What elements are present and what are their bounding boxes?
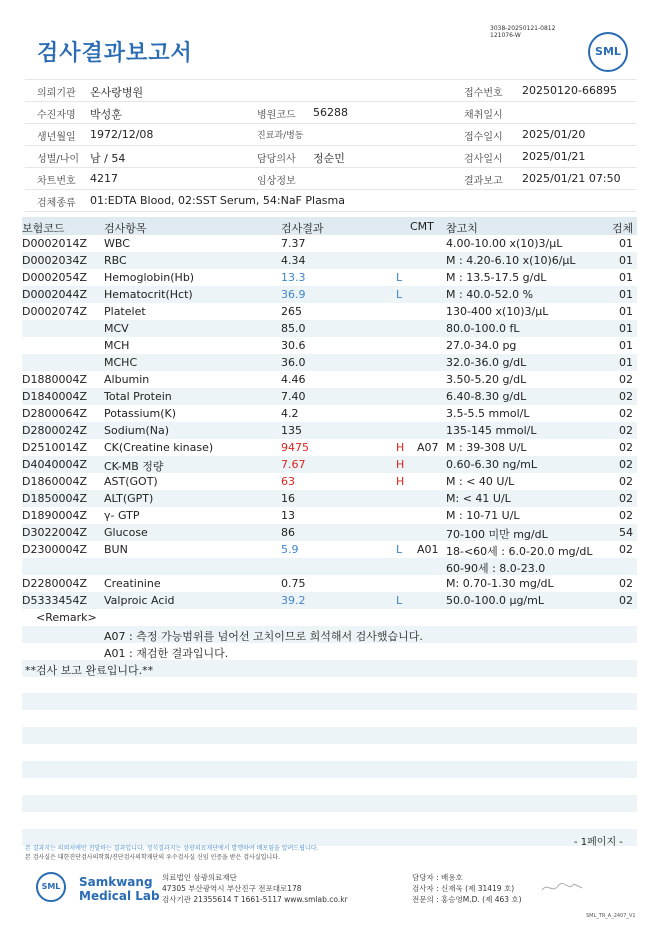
- cell-test-item: BUN: [104, 543, 128, 556]
- table-row: [22, 337, 637, 354]
- cell-result: 16: [281, 492, 295, 505]
- table-row: [22, 456, 637, 473]
- cell-specimen: 01: [619, 356, 633, 369]
- value-doctor: 정순민: [313, 152, 345, 165]
- cell-test-item: WBC: [104, 237, 130, 250]
- footer-brand: [79, 875, 160, 903]
- table-row: [22, 235, 637, 252]
- cell-test-item: Total Protein: [104, 390, 172, 403]
- label-collection-date: 채취일시: [464, 110, 503, 121]
- cell-result: 4.46: [281, 373, 306, 386]
- cell-specimen: 01: [619, 288, 633, 301]
- results-table: [22, 217, 637, 677]
- table-row: [22, 422, 637, 439]
- cell-test-item: Hemoglobin(Hb): [104, 271, 195, 284]
- cell-reference: 27.0-34.0 pg: [446, 339, 517, 352]
- table-row: [22, 575, 637, 592]
- brand-line2: Medical Lab: [79, 889, 160, 903]
- page-number: - 1페이지 -: [574, 837, 623, 848]
- cell-insurance-code: D0002074Z: [22, 305, 87, 318]
- remark-a01: A01 : 재검한 결과입니다.: [104, 647, 229, 660]
- cell-flag: H: [396, 441, 405, 454]
- cell-test-item: Platelet: [104, 305, 146, 318]
- cell-result: 9475: [281, 441, 309, 454]
- header-specimen: 검체: [612, 222, 634, 235]
- document-code-line2: 121076-W: [490, 32, 521, 39]
- cell-reference: M : < 40 U/L: [446, 475, 515, 488]
- label-test-date: 검사일시: [464, 154, 503, 165]
- header-cmt: CMT: [410, 220, 434, 233]
- cell-insurance-code: D2800024Z: [22, 424, 87, 437]
- cell-reference: M : 4.20-6.10 x(10)6/μL: [446, 254, 576, 267]
- cell-test-item: Hematocrit(Hct): [104, 288, 193, 301]
- cell-specimen: 02: [619, 458, 633, 471]
- info-row: [25, 190, 637, 212]
- org-contact: 검사기관 21355614 T 1661-5117 www.smlab.co.kr: [162, 895, 348, 904]
- cell-reference: 60-90세 : 8.0-23.0: [446, 562, 546, 575]
- cell-cmt: A01: [417, 543, 439, 556]
- document-code-line1: 3038-20250121-0812: [490, 25, 556, 32]
- header-insurance-code: 보험코드: [22, 222, 65, 235]
- org-name: 의료법인 삼광의료재단: [162, 873, 237, 882]
- value-hospital-code: 56288: [313, 106, 348, 119]
- header-test-item: 검사항목: [104, 222, 147, 235]
- label-hospital-code: 병원코드: [257, 110, 296, 121]
- cell-test-item: Sodium(Na): [104, 424, 169, 437]
- cell-test-item: Valproic Acid: [104, 594, 175, 607]
- signature-icon: [540, 880, 584, 897]
- document-code: [490, 25, 555, 39]
- remark-title-row: [22, 609, 637, 626]
- label-clinical-info: 임상정보: [257, 176, 296, 187]
- cell-reference: 70-100 미만 mg/dL: [446, 528, 548, 541]
- cell-result: 36.0: [281, 356, 306, 369]
- table-row: [22, 405, 637, 422]
- remark-row: [22, 643, 637, 660]
- cell-result: 39.2: [281, 594, 306, 607]
- label-sex-age: 성별/나이: [37, 154, 80, 165]
- empty-rows: [22, 693, 637, 863]
- cell-specimen: 02: [619, 509, 633, 522]
- cell-specimen: 02: [619, 577, 633, 590]
- table-row: [22, 303, 637, 320]
- cell-specimen: 54: [619, 526, 633, 539]
- label-chart-no: 차트번호: [37, 176, 76, 187]
- value-birth-date: 1972/12/08: [90, 128, 154, 141]
- info-row: [25, 79, 637, 102]
- cell-specimen: 02: [619, 475, 633, 488]
- label-receipt-no: 접수번호: [464, 88, 503, 99]
- cell-test-item: CK(Creatine kinase): [104, 441, 214, 454]
- cell-result: 63: [281, 475, 295, 488]
- value-patient-name: 박성훈: [90, 108, 122, 121]
- label-doctor: 담당의사: [257, 154, 296, 165]
- cell-result: 13: [281, 509, 295, 522]
- cell-reference: 3.5-5.5 mmol/L: [446, 407, 530, 420]
- cell-flag: H: [396, 458, 405, 471]
- cell-result: 85.0: [281, 322, 306, 335]
- label-birth-date: 생년월일: [37, 132, 76, 143]
- cell-specimen: 01: [619, 339, 633, 352]
- cell-reference: 130-400 x(10)3/μL: [446, 305, 549, 318]
- cell-insurance-code: D1890004Z: [22, 509, 87, 522]
- cell-reference: 32.0-36.0 g/dL: [446, 356, 527, 369]
- cell-reference: 135-145 mmol/L: [446, 424, 537, 437]
- label-patient-name: 수진자명: [37, 110, 76, 121]
- cell-specimen: 01: [619, 237, 633, 250]
- cell-flag: L: [396, 543, 403, 556]
- table-body: [22, 235, 637, 609]
- cell-flag: L: [396, 271, 403, 284]
- table-row: [22, 252, 637, 269]
- cell-specimen: 02: [619, 407, 633, 420]
- patient-info: [25, 79, 637, 212]
- cell-result: 30.6: [281, 339, 306, 352]
- staff-specialist: 전문의 : 홍승영M.D. (제 463 호): [412, 895, 522, 904]
- empty-row: [22, 761, 637, 778]
- cell-insurance-code: D0002034Z: [22, 254, 87, 267]
- value-chart-no: 4217: [90, 172, 118, 185]
- cell-insurance-code: D1840004Z: [22, 390, 87, 403]
- remark-row: [22, 626, 637, 643]
- cell-reference: 50.0-100.0 μg/mL: [446, 594, 544, 607]
- cell-test-item: MCHC: [104, 356, 138, 369]
- cell-insurance-code: D4040004Z: [22, 458, 87, 471]
- label-received-date: 접수일시: [464, 132, 503, 143]
- value-receipt-no: 20250120-66895: [522, 84, 617, 97]
- value-requesting-org: 온사랑병원: [90, 86, 144, 99]
- cell-test-item: AST(GOT): [104, 475, 158, 488]
- cell-result: 265: [281, 305, 302, 318]
- cell-reference: M : 10-71 U/L: [446, 509, 520, 522]
- cell-specimen: 02: [619, 373, 633, 386]
- cell-test-item: Albumin: [104, 373, 150, 386]
- info-row: [25, 146, 637, 168]
- cell-flag: L: [396, 288, 403, 301]
- cell-specimen: 02: [619, 594, 633, 607]
- brand-line1: Samkwang: [79, 875, 153, 889]
- footer-note-1: 본 결과지는 의뢰처에만 전달하는 결과입니다. 정식결과지는 삼광의료재단에서 발행하여 배포됨을 알려드립니다.: [25, 845, 319, 852]
- cell-result: 4.34: [281, 254, 306, 267]
- cell-reference: 3.50-5.20 g/dL: [446, 373, 527, 386]
- cell-reference: 18-<60세 : 6.0-20.0 mg/dL: [446, 545, 593, 558]
- info-row: [25, 102, 637, 124]
- cell-flag: L: [396, 594, 403, 607]
- cell-insurance-code: D0002044Z: [22, 288, 87, 301]
- value-received-date: 2025/01/20: [522, 128, 586, 141]
- sml-logo-icon: SML: [588, 32, 628, 72]
- cell-test-item: MCV: [104, 322, 129, 335]
- table-row: [22, 269, 637, 286]
- cell-specimen: 02: [619, 492, 633, 505]
- cell-test-item: RBC: [104, 254, 127, 267]
- empty-row: [22, 693, 637, 710]
- cell-specimen: 01: [619, 254, 633, 267]
- table-row: [22, 439, 637, 456]
- footer-note-2: 본 검사실은 대한진단검사의학회/진단검사의학재단의 우수검사실 신임 인증을 받은 검사실입니다.: [25, 854, 280, 861]
- label-report-date: 결과보고: [464, 176, 503, 187]
- table-row: [22, 592, 637, 609]
- cell-reference: 4.00-10.00 x(10)3/μL: [446, 237, 563, 250]
- cell-result: 4.2: [281, 407, 299, 420]
- cell-result: 7.37: [281, 237, 306, 250]
- table-row: [22, 320, 637, 337]
- cell-test-item: γ- GTP: [104, 509, 140, 522]
- table-row: [22, 490, 637, 507]
- cell-reference: 80.0-100.0 fL: [446, 322, 520, 335]
- footer-org-info: [162, 872, 348, 905]
- cell-specimen: 01: [619, 305, 633, 318]
- cell-test-item: MCH: [104, 339, 130, 352]
- cell-test-item: CK-MB 정량: [104, 460, 164, 473]
- report-end-row: [22, 660, 637, 677]
- report-end-text: **검사 보고 완료입니다.**: [25, 664, 154, 677]
- table-row: [22, 558, 637, 575]
- label-requesting-org: 의뢰기관: [37, 88, 76, 99]
- cell-result: 36.9: [281, 288, 306, 301]
- cell-insurance-code: D3022004Z: [22, 526, 87, 539]
- empty-row: [22, 727, 637, 744]
- staff-tester: 검사자 : 신재욱 (제 31419 호): [412, 884, 515, 893]
- info-row: [25, 124, 637, 146]
- header-result: 검사결과: [281, 222, 324, 235]
- label-specimen-type: 검체종류: [37, 198, 76, 209]
- remark-a07: A07 : 측정 가능범위를 넘어선 고치이므로 희석해서 검사했습니다.: [104, 630, 423, 643]
- cell-reference: M : 39-308 U/L: [446, 441, 527, 454]
- cell-insurance-code: D0002014Z: [22, 237, 87, 250]
- footer-staff: [412, 872, 522, 905]
- cell-test-item: ALT(GPT): [104, 492, 154, 505]
- table-row: [22, 473, 637, 490]
- table-row: [22, 286, 637, 303]
- table-row: [22, 371, 637, 388]
- cell-test-item: Potassium(K): [104, 407, 177, 420]
- cell-insurance-code: D5333454Z: [22, 594, 87, 607]
- cell-result: 7.67: [281, 458, 306, 471]
- cell-result: 13.3: [281, 271, 306, 284]
- cell-reference: 0.60-6.30 ng/mL: [446, 458, 537, 471]
- cell-result: 135: [281, 424, 302, 437]
- remark-title: <Remark>: [36, 611, 97, 624]
- page-title: 검사결과보고서: [37, 41, 193, 66]
- org-address: 47305 부산광역시 부산진구 전포대로178: [162, 884, 302, 893]
- cell-result: 86: [281, 526, 295, 539]
- cell-specimen: 01: [619, 322, 633, 335]
- cell-test-item: Glucose: [104, 526, 148, 539]
- staff-manager: 담당자 : 배용호: [412, 873, 463, 882]
- cell-reference: M : 13.5-17.5 g/dL: [446, 271, 547, 284]
- table-header: [22, 217, 637, 235]
- value-specimen-type: 01:EDTA Blood, 02:SST Serum, 54:NaF Plasma: [90, 194, 345, 207]
- cell-test-item: Creatinine: [104, 577, 161, 590]
- cell-insurance-code: D1850004Z: [22, 492, 87, 505]
- value-test-date: 2025/01/21: [522, 150, 586, 163]
- cell-result: 0.75: [281, 577, 306, 590]
- label-department: 진료과/병동: [257, 131, 304, 141]
- table-row: [22, 507, 637, 524]
- table-row: [22, 354, 637, 371]
- cell-insurance-code: D2300004Z: [22, 543, 87, 556]
- cell-reference: M : 40.0-52.0 %: [446, 288, 534, 301]
- empty-row: [22, 795, 637, 812]
- cell-result: 7.40: [281, 390, 306, 403]
- cell-reference: M: 0.70-1.30 mg/dL: [446, 577, 554, 590]
- value-sex-age: 남 / 54: [90, 152, 126, 165]
- cell-specimen: 01: [619, 271, 633, 284]
- cell-insurance-code: D1880004Z: [22, 373, 87, 386]
- table-row: [22, 541, 637, 558]
- cell-specimen: 02: [619, 441, 633, 454]
- footer-logo-icon: SML: [36, 872, 66, 902]
- cell-insurance-code: D2280004Z: [22, 577, 87, 590]
- cell-insurance-code: D0002054Z: [22, 271, 87, 284]
- cell-result: 5.9: [281, 543, 299, 556]
- value-report-date: 2025/01/21 07:50: [522, 172, 621, 185]
- table-row: [22, 524, 637, 541]
- cell-reference: M: < 41 U/L: [446, 492, 511, 505]
- cell-cmt: A07: [417, 441, 439, 454]
- table-row: [22, 388, 637, 405]
- cell-flag: H: [396, 475, 405, 488]
- cell-specimen: 02: [619, 390, 633, 403]
- cell-specimen: 02: [619, 543, 633, 556]
- header-reference: 참고치: [446, 222, 478, 235]
- form-code: SML_TR_A_2407_V1: [586, 913, 636, 919]
- cell-insurance-code: D2800064Z: [22, 407, 87, 420]
- cell-reference: 6.40-8.30 g/dL: [446, 390, 527, 403]
- cell-insurance-code: D1860004Z: [22, 475, 87, 488]
- cell-insurance-code: D2510014Z: [22, 441, 87, 454]
- info-row: [25, 168, 637, 190]
- cell-specimen: 02: [619, 424, 633, 437]
